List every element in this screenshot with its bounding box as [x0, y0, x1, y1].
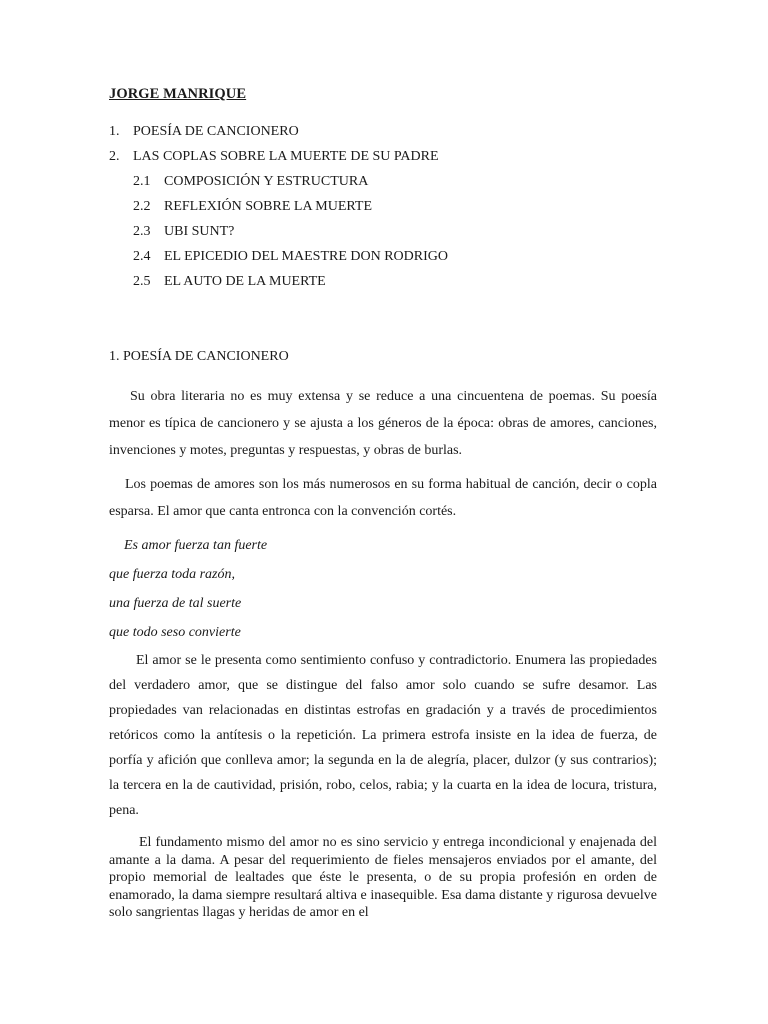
toc-number: 2.4: [133, 249, 151, 264]
paragraph: [109, 383, 657, 464]
paragraph-text: El fundamento mismo del amor no es sino servicio y entrega incondicional y enajenada del amante a la dama. A pesar del requerimiento de fieles mensajeros enviados por el amante, del propio memorial de lealtades que éste le presenta, o de su propia profesión en orden de enamorado, la dama siempre resultará altiva e inasequible. Esa dama distante y rigurosa devuelve solo sangrientas llagas y heridas de amor en el: [109, 835, 657, 920]
toc-subitem: [133, 200, 372, 214]
toc-text: COMPOSICIÓN Y ESTRUCTURA: [164, 174, 369, 189]
toc-text: EL EPICEDIO DEL MAESTRE DON RODRIGO: [164, 249, 448, 264]
paragraph-text: El amor se le presenta como sentimiento confuso y contradictorio. Enumera las propiedades del verdadero amor, que se distingue del falso amor solo cuando se sufre desamor. Las propiedades van relacionadas en distintas estrofas en gradación y a través de procedimientos retóricos como la antítesis o la repetición. La primera estrofa insiste en la idea de fuerza, de porfía y afición que conlleva amor; la segunda en la de alegría, placer, dulzor (y sus contrarios); la tercera en la de cautividad, prisión, robo, celos, rabia; y la cuarta en la idea de locura, tristura, pena.: [109, 653, 657, 818]
toc-item: [109, 150, 439, 164]
toc-number: 2.1: [133, 174, 151, 189]
paragraph: [109, 471, 657, 525]
toc-number: 2.: [109, 149, 120, 164]
verse-line: que todo seso convierte: [109, 625, 241, 640]
toc-item: [109, 125, 299, 139]
toc-text: EL AUTO DE LA MUERTE: [164, 274, 326, 289]
toc-number: 1.: [109, 124, 120, 139]
verse-line: que fuerza toda razón,: [109, 567, 235, 582]
toc-number: 2.3: [133, 224, 151, 239]
paragraph: [109, 648, 657, 823]
toc-subitem: [133, 225, 234, 239]
verse-line: una fuerza de tal suerte: [109, 596, 242, 611]
paragraph-text: Los poemas de amores son los más numerosos en su forma habitual de canción, decir o copla esparsa. El amor que canta entronca con la convención cortés.: [109, 477, 657, 519]
verse-line: Es amor fuerza tan fuerte: [124, 538, 268, 553]
toc-text: LAS COPLAS SOBRE LA MUERTE DE SU PADRE: [133, 149, 439, 164]
document-title: JORGE MANRIQUE: [109, 86, 247, 102]
toc-subitem: [133, 250, 448, 264]
toc-text: POESÍA DE CANCIONERO: [133, 124, 299, 139]
toc-subitem: [133, 275, 326, 289]
toc-subitem: [133, 175, 368, 189]
paragraph: [109, 834, 657, 922]
paragraph-text: Su obra literaria no es muy extensa y se reduce a una cincuentena de poemas. Su poesía menor es típica de cancionero y se ajusta a los géneros de la época: obras de amores, canciones, invenciones y motes, preguntas y respuestas, y obras de burlas.: [109, 389, 657, 458]
section-heading: 1. POESÍA DE CANCIONERO: [109, 349, 289, 364]
toc-number: 2.5: [133, 274, 151, 289]
toc-text: REFLEXIÓN SOBRE LA MUERTE: [164, 199, 372, 214]
toc-number: 2.2: [133, 199, 151, 214]
toc-text: UBI SUNT?: [164, 224, 235, 239]
